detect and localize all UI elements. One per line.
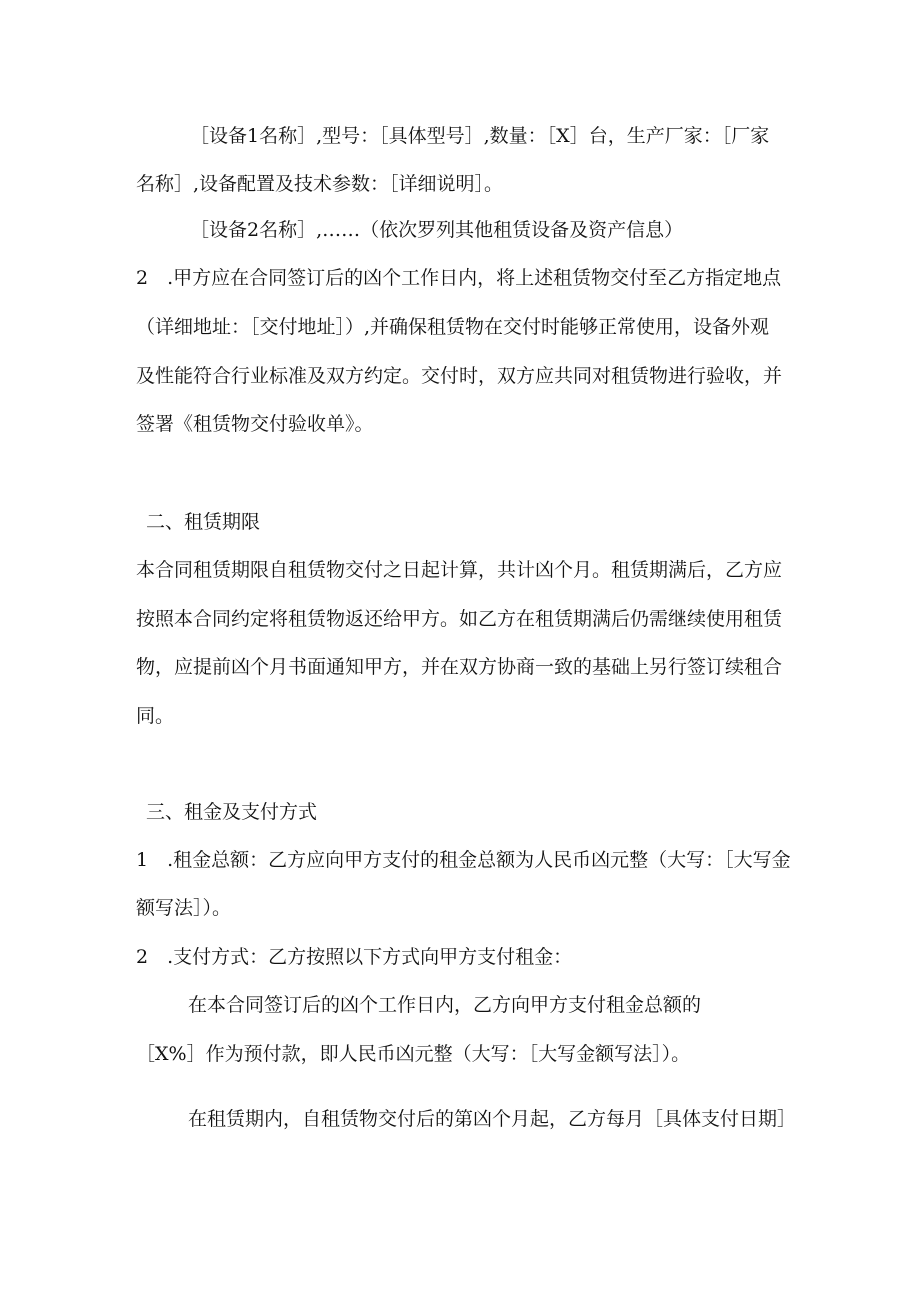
delivery-line-4: 签署《租赁物交付验收单》。 xyxy=(136,413,374,435)
rent-total-line-2: 额写法］）。 xyxy=(136,897,232,919)
section-heading-rent: 三、租金及支付方式 xyxy=(146,801,318,823)
rent-method-line: 2 .支付方式：乙方按照以下方式向甲方支付租金： xyxy=(136,946,573,968)
section-heading-term: 二、租赁期限 xyxy=(146,511,261,533)
delivery-line-2: （详细地址：［交付地址］）,并确保租赁物在交付时能够正常使用，设备外观 xyxy=(136,316,770,338)
rent-monthly-line: 在租赁期内，自租赁物交付后的第凶个月起，乙方每月［具体支付日期］ xyxy=(188,1108,797,1130)
rent-total-line-1: 1 .租金总额：乙方应向甲方支付的租金总额为人民币凶元整（大写：［大写金 xyxy=(136,849,791,871)
equipment-line-3: ［设备2名称］,……（依次罗列其他租赁设备及资产信息） xyxy=(190,219,684,241)
delivery-line-3: 及性能符合行业标准及双方约定。交付时，双方应共同对租赁物进行验收，并 xyxy=(136,365,783,387)
rent-prepay-line-1: 在本合同签订后的凶个工作日内，乙方向甲方支付租金总额的 xyxy=(188,994,702,1016)
term-line-2: 按照本合同约定将租赁物返还给甲方。如乙方在租赁期满后仍需继续使用租赁 xyxy=(136,608,783,630)
term-line-1: 本合同租赁期限自租赁物交付之日起计算，共计凶个月。租赁期满后，乙方应 xyxy=(136,559,783,581)
equipment-line-1: ［设备1名称］,型号：［具体型号］,数量：［X］台，生产厂家：［厂家 xyxy=(190,125,770,147)
equipment-line-2: 名称］,设备配置及技术参数：［详细说明］。 xyxy=(136,173,504,195)
delivery-line-1: 2 .甲方应在合同签订后的凶个工作日内，将上述租赁物交付至乙方指定地点 xyxy=(136,267,782,289)
rent-prepay-line-2: ［X%］作为预付款，即人民币凶元整（大写：［大写金额写法］）。 xyxy=(136,1043,691,1065)
term-line-4: 同。 xyxy=(136,705,175,727)
term-line-3: 物，应提前凶个月书面通知甲方，并在双方协商一致的基础上另行签订续租合 xyxy=(136,656,783,678)
